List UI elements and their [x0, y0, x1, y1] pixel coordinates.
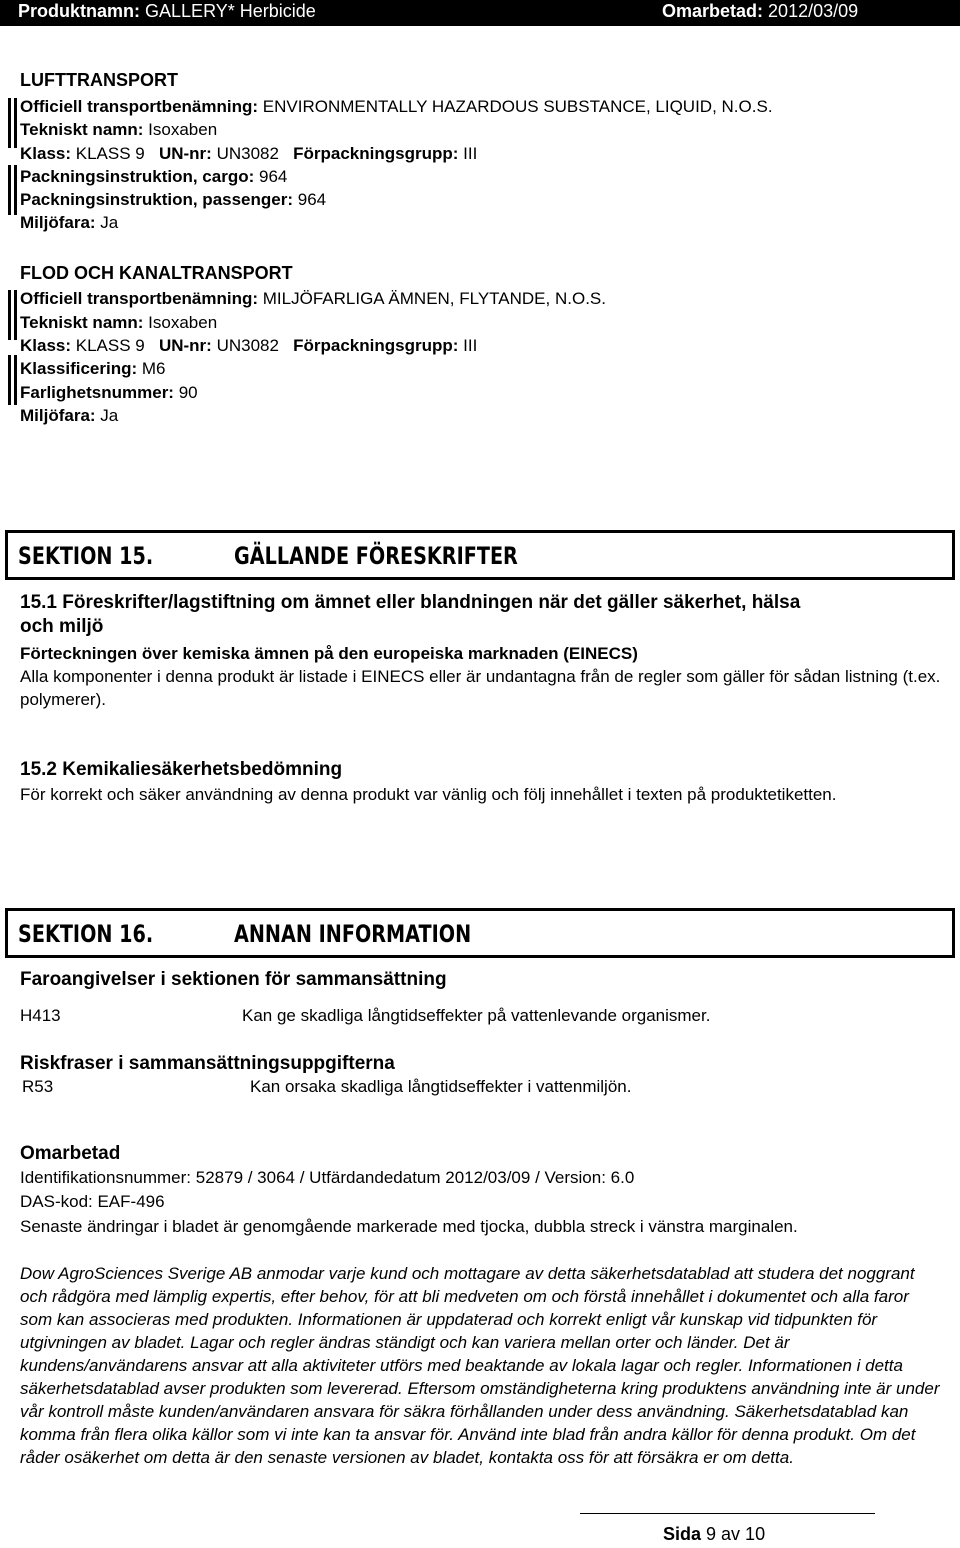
section-16-number: SEKTION 16.: [18, 920, 154, 948]
label: Tekniskt namn:: [20, 313, 144, 332]
hazard-statements-heading: Faroangivelser i sektionen för sammansättning: [20, 969, 447, 990]
changes-note: Senaste ändringar i bladet är genomgående markerade med tjocka, dubbla streck i vänstra marginalen.: [20, 1217, 798, 1236]
id-line: Identifikationsnummer: 52879 / 3064 / Utfärdandedatum 2012/03/09 / Version: 6.0: [20, 1168, 635, 1187]
river-technical-name: [20, 313, 217, 333]
hazard-text: Kan ge skadliga långtidseffekter på vattenlevande organismer.: [242, 1006, 711, 1025]
einecs-heading: Förteckningen över kemiska ämnen på den europeiska marknaden (EINECS): [20, 644, 638, 663]
label: Tekniskt namn:: [20, 120, 144, 139]
change-bar: [14, 165, 17, 215]
label: Officiell transportbenämning:: [20, 289, 259, 308]
product-name: GALLERY* Herbicide: [145, 1, 316, 21]
risk-phrases-heading: Riskfraser i sammansättningsuppgifterna: [20, 1053, 395, 1074]
page-count: 9 av 10: [706, 1524, 766, 1544]
river-classification: [20, 359, 166, 379]
hazard-code: H413: [20, 1006, 61, 1025]
revised-date-field: [662, 1, 858, 22]
value: MILJÖFARLIGA ÄMNEN, FLYTANDE, N.O.S.: [262, 289, 606, 308]
heading-line: 15.1 Föreskrifter/lagstiftning om ämnet eller blandningen när det gäller säkerhet, hälsa: [20, 592, 801, 613]
value: UN3082: [216, 144, 279, 163]
risk-text: Kan orsaka skadliga långtidseffekter i vattenmiljön.: [250, 1077, 632, 1096]
air-shipping-name: [20, 97, 773, 117]
value: III: [463, 336, 478, 355]
einecs-text: Alla komponenter i denna produkt är listade i EINECS eller är undantagna från de regler som gäller för sådan listning (t.ex. polymerer).: [20, 667, 941, 709]
river-shipping-name: [20, 289, 606, 309]
change-bar: [14, 98, 17, 148]
river-hazard-number: [20, 383, 198, 403]
air-pi-passenger: [20, 190, 326, 210]
value: Ja: [100, 406, 119, 425]
air-class-row: [20, 144, 477, 164]
section-15-title: GÄLLANDE FÖRESKRIFTER: [234, 542, 518, 570]
label: Klassificering:: [20, 359, 138, 378]
river-env: [20, 406, 118, 426]
risk-code: R53: [22, 1077, 54, 1096]
revised-date: 2012/03/09: [768, 1, 859, 21]
revised-label: Omarbetad:: [662, 1, 764, 21]
label: Packningsinstruktion, passenger:: [20, 190, 294, 209]
label: UN-nr:: [158, 336, 212, 355]
air-pi-cargo: [20, 167, 287, 187]
product-name-field: [18, 1, 316, 22]
value: 964: [259, 167, 288, 186]
value: III: [463, 144, 478, 163]
label: Förpackningsgrupp:: [293, 336, 459, 355]
value: ENVIRONMENTALLY HAZARDOUS SUBSTANCE, LIQUID, N.O.S.: [262, 97, 773, 116]
label: Förpackningsgrupp:: [293, 144, 459, 163]
label: Officiell transportbenämning:: [20, 97, 259, 116]
change-bar: [8, 165, 11, 215]
footer-rule: [580, 1513, 875, 1514]
section-15-2-heading: 15.2 Kemikaliesäkerhetsbedömning: [20, 759, 343, 780]
value: M6: [141, 359, 166, 378]
value: KLASS 9: [75, 336, 145, 355]
label: UN-nr:: [158, 144, 212, 163]
section-15-header: [5, 530, 955, 580]
river-heading: FLOD OCH KANALTRANSPORT: [20, 263, 293, 283]
label: Miljöfara:: [20, 213, 96, 232]
change-bar: [14, 290, 17, 340]
change-bar: [14, 355, 17, 405]
value: 90: [178, 383, 198, 402]
air-heading: LUFTTRANSPORT: [20, 70, 178, 90]
section-15-number: SEKTION 15.: [18, 542, 154, 570]
change-bar: [8, 355, 11, 405]
revised-heading: Omarbetad: [20, 1143, 121, 1164]
change-bar: [8, 98, 11, 148]
value: UN3082: [216, 336, 279, 355]
value: 964: [297, 190, 327, 209]
air-env: [20, 213, 118, 233]
air-technical-name: [20, 120, 217, 140]
label: Farlighetsnummer:: [20, 383, 174, 402]
section-15-1-heading: [20, 591, 945, 639]
label: Miljöfara:: [20, 406, 96, 425]
product-label: Produktnamn:: [18, 1, 141, 21]
page-number: [663, 1524, 765, 1545]
page-label: Sida: [663, 1524, 702, 1544]
page-header: [0, 0, 960, 26]
label: Klass:: [20, 336, 72, 355]
disclaimer: Dow AgroSciences Sverige AB anmodar varje kund och mottagare av detta säkerhetsdatablad att studera det noggrant och rådgöra med lämplig expertis, efter behov, för att bli medveten om och förstå innehållet i dokumentet och alla faror som kan associeras med produkten. Informationen är uppdaterad och korrekt enligt vår kunskap vid tidpunkten för utgivningen av bladet. Lagar och regler ändras ständigt och kan variera mellan orter och länder. Det är kundens/användarens ansvar att alla aktiviteter utförs med beaktande av lokala lagar och regler. Informationen i detta säkerhetsdatablad avser produkten som levererad. Eftersom omständigheterna kring produktens användning inte är under vår kontroll måste kunden/användaren ansvara för säkra förhållanden under dess användning. Säkerhetsdatablad kan komma från flera olika källor som vi inte kan ta ansvar för. Använd inte blad från andra källor för denna produkt. Om det råder osäkerhet om detta är den senaste versionen av bladet, kontakta oss för att försäkra er om detta.: [20, 1264, 940, 1467]
section-15-2-text: För korrekt och säker användning av denna produkt var vänlig och följ innehållet i texten på produktetiketten.: [20, 785, 837, 804]
change-bar: [8, 290, 11, 340]
value: Isoxaben: [148, 120, 218, 139]
section-16-title: ANNAN INFORMATION: [234, 920, 472, 948]
value: Ja: [100, 213, 119, 232]
das-code: DAS-kod: EAF-496: [20, 1192, 165, 1211]
value: Isoxaben: [148, 313, 218, 332]
heading-line: och miljö: [20, 616, 104, 637]
river-class-row: [20, 336, 477, 356]
value: KLASS 9: [75, 144, 145, 163]
label: Klass:: [20, 144, 72, 163]
label: Packningsinstruktion, cargo:: [20, 167, 255, 186]
section-16-header: [5, 908, 955, 958]
